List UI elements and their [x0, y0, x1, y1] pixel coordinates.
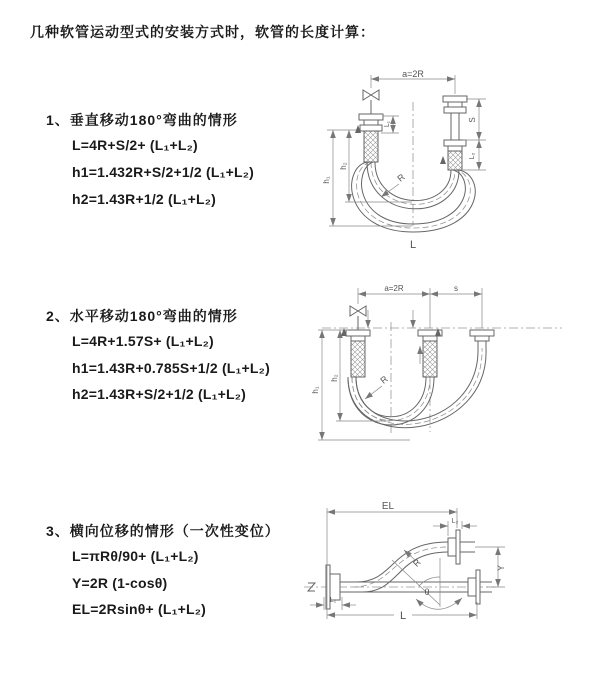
- dim-label-h2: h₂: [330, 374, 339, 382]
- braided-hose-section: [351, 341, 365, 377]
- dim-label-s: s: [454, 284, 458, 293]
- diagram-horizontal-180-bend: [310, 282, 590, 472]
- dim-label-h1: h₁: [322, 176, 331, 184]
- formula-line: Y=2R (1-cosθ): [72, 575, 168, 591]
- dim-label-a2r: a=2R: [402, 70, 424, 79]
- up-arrow-icon: [440, 156, 446, 164]
- formula-line: L=4R+1.57S+ (L₁+L₂): [72, 333, 214, 349]
- section-3-heading: 3、横向位移的情形（一次性变位）: [46, 523, 280, 539]
- radius-label: R: [378, 373, 390, 386]
- diagram-vertical-180-bend: [313, 70, 591, 258]
- formula-line: EL=2Rsinθ+ (L₁+L₂): [72, 601, 207, 617]
- braided-hose-section: [448, 151, 462, 170]
- hose-bottom-wall: [340, 552, 448, 592]
- valve-icon: [350, 306, 366, 316]
- hose-position-low: [352, 162, 476, 232]
- dim-label-s: S: [468, 117, 477, 123]
- radius-label: R: [411, 557, 423, 569]
- dim-label-h1: h₁: [311, 386, 320, 394]
- formula-line: h2=1.43R+1/2 (L₁+L₂): [72, 191, 217, 207]
- formula-line: L=πRθ/90+ (L₁+L₂): [72, 548, 199, 564]
- dim-label-h2: h₂: [339, 162, 348, 170]
- left-pipe-end: [359, 90, 383, 162]
- formula-line: L=4R+S/2+ (L₁+L₂): [72, 137, 198, 153]
- dim-label-l: L: [409, 239, 417, 251]
- radius-arrow: [381, 184, 399, 197]
- radius-arrow: [365, 386, 382, 399]
- dim-label-l1: L₁: [384, 120, 391, 128]
- angle-label: θ: [424, 587, 430, 597]
- hose-position-1: [348, 377, 434, 425]
- dimension-lines: [318, 288, 482, 440]
- section-1-heading: 1、垂直移动180°弯曲的情形: [46, 112, 238, 128]
- diagram-lateral-displacement: [300, 502, 595, 652]
- section-2-heading: 2、水平移动180°弯曲的情形: [46, 308, 238, 324]
- angle-construction: [392, 558, 462, 609]
- dim-label-a2r: a=2R: [384, 284, 404, 293]
- dim-label-l2: L₂: [451, 518, 459, 525]
- braided-hose-section: [364, 131, 378, 162]
- valve-icon: [363, 90, 379, 100]
- dim-label-l2: L₂: [469, 152, 476, 160]
- dim-label-y: Y: [496, 564, 506, 572]
- braided-hose-section: [423, 341, 437, 377]
- formula-line: h2=1.43R+S/2+1/2 (L₁+L₂): [72, 386, 247, 402]
- upper-right-flange: [448, 538, 456, 556]
- right-pipe-end: [443, 96, 467, 170]
- dim-label-l1: L₁: [329, 597, 337, 604]
- page-title: 几种软管运动型式的安装方式时，软管的长度计算：: [30, 24, 375, 40]
- formula-line: h1=1.432R+S/2+1/2 (L₁+L₂): [72, 164, 254, 180]
- lower-right-flange: [468, 578, 476, 596]
- dim-label-el: EL: [381, 502, 395, 512]
- dim-label-l: L: [399, 610, 407, 622]
- radius-label: R: [395, 171, 407, 184]
- formula-line: h1=1.43R+0.785S+1/2 (L₁+L₂): [72, 360, 270, 376]
